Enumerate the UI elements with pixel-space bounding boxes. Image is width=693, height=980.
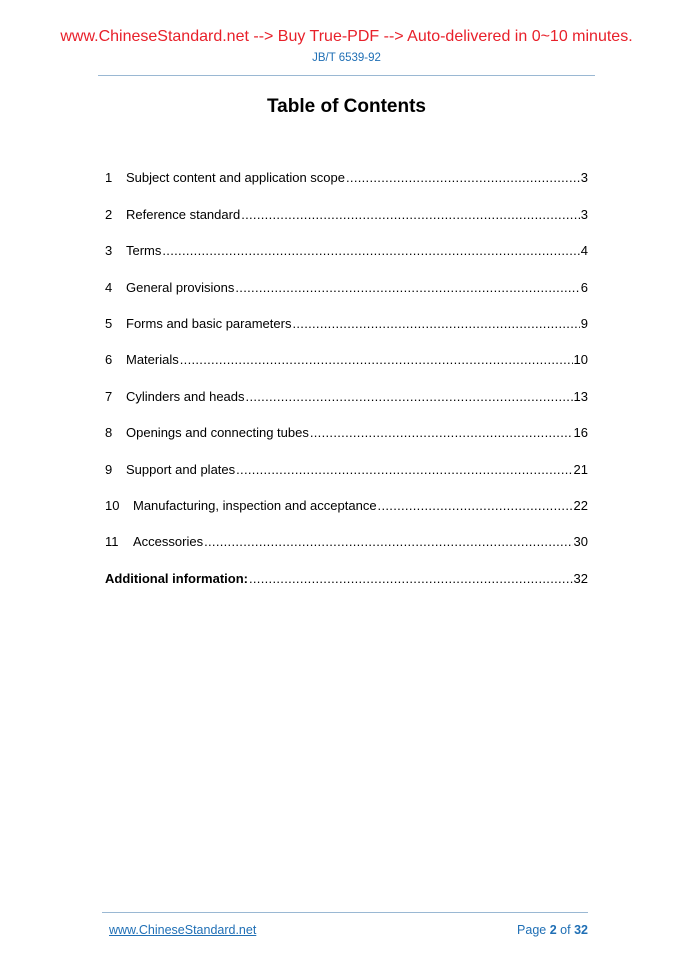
toc-entry-number: 6: [105, 352, 113, 368]
dot-leader: [241, 207, 580, 223]
dot-leader: [378, 498, 573, 514]
toc-entry-page: 30: [573, 534, 588, 550]
toc-entry-number: 2: [105, 206, 113, 222]
toc-entry-number: 9: [105, 461, 113, 477]
dot-leader: [246, 389, 573, 405]
toc-entry-page: 32: [573, 570, 588, 586]
toc-entry-number: 11: [105, 534, 119, 550]
page-prefix: Page: [517, 923, 547, 937]
toc-entry-2[interactable]: [105, 186, 588, 222]
toc-entry-10[interactable]: [105, 478, 588, 514]
toc-entry-label: Accessories: [133, 534, 204, 550]
toc-entry-label: Subject content and application scope: [126, 170, 345, 186]
toc-entry-page: 21: [573, 461, 588, 477]
toc-entry-page: 6: [580, 279, 588, 295]
toc-entry-number: 7: [105, 388, 113, 404]
toc-entry-number: 5: [105, 315, 113, 331]
toc-entry-label: Manufacturing, inspection and acceptance: [133, 497, 377, 513]
toc-entry-number: 3: [105, 243, 113, 259]
header-divider: [98, 75, 595, 76]
toc-entry-page: 22: [573, 497, 588, 513]
dot-leader: [235, 280, 579, 296]
footer-website-link[interactable]: www.ChineseStandard.net: [109, 923, 257, 937]
toc-entry-4[interactable]: [105, 259, 588, 295]
dot-leader: [346, 170, 580, 186]
toc-entry-8[interactable]: [105, 405, 588, 441]
toc-entry-number: 4: [105, 279, 113, 295]
toc-entry-page: 3: [580, 206, 588, 222]
toc-entry-9[interactable]: [105, 441, 588, 477]
toc-entry-11[interactable]: [105, 514, 588, 550]
dot-leader: [180, 352, 573, 368]
page-title: Table of Contents: [266, 96, 427, 117]
page-of: of: [560, 923, 571, 937]
dot-leader: [236, 462, 572, 478]
dot-leader: [162, 243, 579, 259]
toc-entry-label: Additional information:: [105, 570, 248, 586]
toc-entry-page: 10: [573, 352, 588, 368]
document-number: JB/T 6539-92: [312, 52, 381, 64]
toc-entry-page: 9: [580, 315, 588, 331]
dot-leader: [204, 534, 572, 550]
toc-entry-number: 8: [105, 425, 113, 441]
table-of-contents: [105, 150, 588, 587]
toc-entry-additional-information[interactable]: [105, 550, 588, 586]
toc-entry-6[interactable]: [105, 332, 588, 368]
toc-entry-number: 1: [105, 170, 113, 186]
footer-divider: [102, 912, 588, 913]
toc-entry-number: 10: [105, 497, 120, 513]
toc-entry-3[interactable]: [105, 223, 588, 259]
toc-entry-label: General provisions: [126, 279, 235, 295]
toc-entry-label: Openings and connecting tubes: [126, 425, 309, 441]
toc-entry-page: 4: [580, 243, 588, 259]
toc-entry-label: Terms: [126, 243, 162, 259]
toc-entry-label: Support and plates: [126, 461, 236, 477]
dot-leader: [249, 571, 573, 587]
toc-entry-label: Forms and basic parameters: [126, 315, 292, 331]
dot-leader: [310, 425, 573, 441]
footer-page-number: [517, 923, 588, 937]
toc-entry-label: Materials: [126, 352, 179, 368]
page-total: 32: [574, 923, 588, 937]
toc-entry-label: Cylinders and heads: [126, 388, 245, 404]
toc-entry-page: 16: [573, 425, 588, 441]
page-current: 2: [549, 923, 557, 937]
toc-entry-1[interactable]: [105, 150, 588, 186]
header-banner[interactable]: www.ChineseStandard.net --> Buy True-PDF --> Auto-delivered in 0~10 minutes.: [60, 28, 633, 45]
toc-entry-label: Reference standard: [126, 206, 241, 222]
dot-leader: [292, 316, 579, 332]
toc-entry-5[interactable]: [105, 296, 588, 332]
toc-entry-page: 13: [573, 388, 588, 404]
toc-entry-7[interactable]: [105, 368, 588, 404]
toc-entry-page: 3: [580, 170, 588, 186]
